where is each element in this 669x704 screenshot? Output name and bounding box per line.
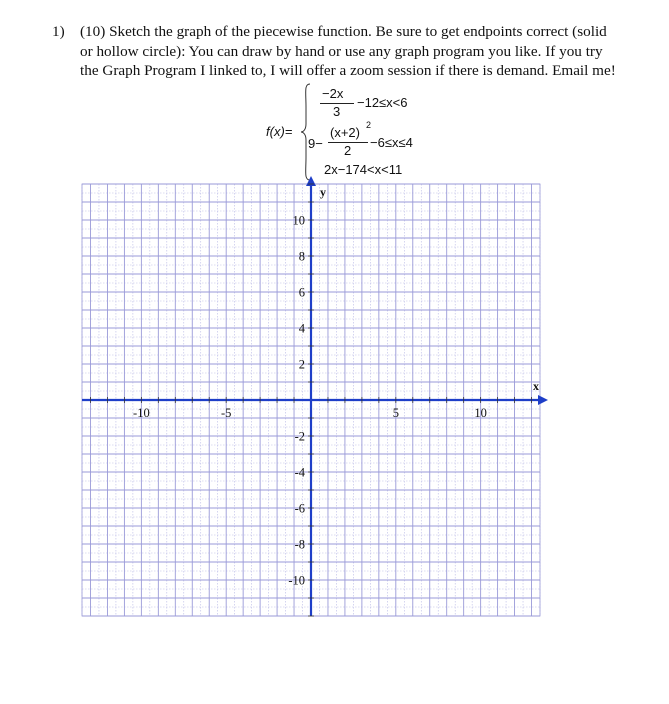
y-tick-label: 10 <box>292 213 305 228</box>
piece1-denominator: 3 <box>333 104 341 119</box>
y-tick-label: 8 <box>298 249 305 264</box>
piece2-condition: −6≤x≤4 <box>370 135 413 150</box>
y-tick-label: 2 <box>298 357 305 372</box>
piece3: 2x−174<x<11 <box>324 162 403 177</box>
y-tick-label: 4 <box>298 321 305 336</box>
axes <box>82 176 548 616</box>
x-tick-label: 5 <box>392 406 399 420</box>
y-axis-arrow-icon <box>306 176 316 186</box>
piece2-denominator: 2 <box>344 143 352 158</box>
y-tick-label: -6 <box>294 501 305 516</box>
x-axis-label: x <box>533 379 539 393</box>
problem-line-1: (10) Sketch the graph of the piecewise function. Be sure to get endpoints correct (solid <box>80 23 607 40</box>
y-axis-label: y <box>320 185 326 199</box>
piece2-numerator: (x+2) <box>330 125 360 140</box>
x-tick-label: -5 <box>220 406 232 420</box>
y-tick-label: -4 <box>294 465 305 480</box>
piece1-condition: −12≤x<6 <box>357 95 408 110</box>
y-tick-label: -8 <box>294 537 305 552</box>
x-axis-arrow-icon <box>538 395 548 405</box>
x-tick-label: -10 <box>133 406 150 420</box>
piece1-numerator: −2x <box>322 86 344 101</box>
y-tick-label: -2 <box>294 429 305 444</box>
piece2-lead: 9− <box>308 136 323 151</box>
y-tick-label: -10 <box>288 573 305 588</box>
piece2-exponent: 2 <box>366 120 372 130</box>
problem-line-3: the Graph Program I linked to, I will offer a zoom session if there is demand. Email me! <box>80 62 616 79</box>
function-name: f(x)= <box>266 124 293 139</box>
y-tick-label: 6 <box>298 285 305 300</box>
x-tick-label: 10 <box>474 406 487 420</box>
problem-number: 1) <box>52 23 65 40</box>
problem-line-2: or hollow circle): You can draw by hand or use any graph program you like. If you try <box>80 42 603 60</box>
